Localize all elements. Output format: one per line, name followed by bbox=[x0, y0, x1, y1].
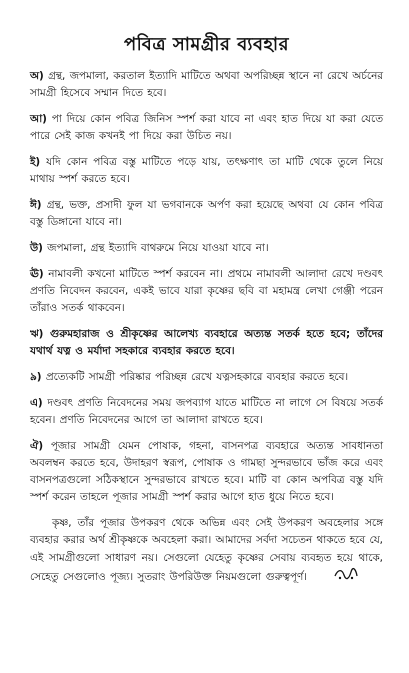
rule-marker: আ) bbox=[30, 113, 47, 125]
rule-marker: এ) bbox=[30, 396, 43, 409]
rule-text: পা দিয়ে কোন পবিত্র জিনিস স্পর্শ করা যাবে না এবং হাত দিয়ে যা করা যেতে পারে সেই কাজ কখনই পা দিয়ে করা উচিত নয়। bbox=[30, 113, 383, 143]
rule-text: জপমালা, গ্রন্থ ইত্যাদি বাথরুমে নিয়ে যাওয়া যাবে না। bbox=[47, 242, 269, 254]
rule-marker: ঋ) bbox=[30, 328, 44, 340]
rule-paragraph bbox=[30, 438, 383, 507]
rule-paragraph bbox=[30, 154, 383, 188]
rule-marker: ৯) bbox=[30, 371, 42, 383]
rule-paragraph bbox=[30, 197, 383, 231]
decorative-flourish-icon bbox=[311, 567, 359, 587]
rule-text: গুরুমহারাজ ও শ্রীকৃষ্ণের আলেখ্য ব্যবহারে অত্যন্ত সতর্ক হতে হবে; তাঁদের যথার্থ যত্ন ও মর্যাদা সহকারে ব্যবহার করতে হবে। bbox=[30, 328, 383, 358]
closing-paragraph bbox=[30, 515, 383, 587]
rule-marker: উ) bbox=[30, 242, 43, 254]
rule-paragraph bbox=[30, 68, 383, 102]
rule-paragraph bbox=[30, 395, 383, 429]
rule-text: যদি কোন পবিত্র বস্তু মাটিতে পড়ে যায়, তৎক্ষণাৎ তা মাটি থেকে তুলে নিয়ে মাথায় স্পর্শ করতে হবে। bbox=[30, 156, 383, 186]
rule-marker: ঈ) bbox=[30, 199, 42, 211]
rule-paragraph bbox=[30, 369, 383, 386]
rule-marker: ঊ) bbox=[30, 267, 44, 280]
rule-marker: অ) bbox=[30, 70, 44, 82]
rule-paragraph bbox=[30, 240, 383, 257]
rules-list bbox=[30, 68, 383, 507]
rule-text: গ্রন্থ, জপমালা, করতাল ইত্যাদি মাটিতে অথবা অপরিচ্ছন্ন স্থানে না রেখে অর্চনের সামগ্রী হিসেবে সম্মান দিতে হবে। bbox=[30, 70, 383, 100]
rule-text: পূজার সামগ্রী যেমন পোষাক, গহনা, বাসনপত্র ব্যবহারে অত্যন্ত সাবধানতা অবলম্বন করতে হবে, উদাহরণ স্বরূপ, পোষাক ও গামছা সুন্দরভাবে ভাঁজ করে এবং বাসনপত্রগুলো সঠিকস্থানে সুন্দরভাবে রাখতে হবে। মাটি বা কোন অপবিত্র বস্তু যদি স্পর্শ করেন তাহলে পূজার সামগ্রী স্পর্শ করার আগে হাত ধুয়ে নিতে হবে। bbox=[30, 439, 383, 504]
rule-text: প্রত্যেকটি সামগ্রী পরিষ্কার পরিচ্ছন্ন রেখে যত্নসহকারে ব্যবহার করতে হবে। bbox=[45, 371, 349, 383]
rule-marker: ঐ) bbox=[30, 439, 44, 452]
rule-text: নামাবলী কখনো মাটিতে স্পর্শ করবেন না। প্রথমে নামাবলী আলাদা রেখে দণ্ডবৎ প্রণতি নিবেদন করবেন, একই ভাবে যারা কৃষ্ণের ছবি বা মহামন্ত্র লেখা গেঞ্জী পরেন তাঁরাও সতর্ক থাকবেন। bbox=[30, 267, 384, 315]
rule-paragraph bbox=[30, 266, 383, 318]
rule-marker: ই) bbox=[30, 156, 41, 168]
rule-paragraph bbox=[30, 326, 383, 360]
rule-text: দণ্ডবৎ প্রণতি নিবেদনের সময় জপব্যাগ যাতে মাটিতে না লাগে সে বিষয়ে সতর্ক হবেন। প্রণতি নিবেদনের আগে তা আলাদা রাখতে হবে। bbox=[30, 396, 383, 426]
closing-text: কৃষ্ণ, তাঁর পূজার উপকরণ থেকে অভিন্ন এবং সেই উপকরণ অবহেলার সঙ্গে ব্যবহার করার অর্থ শ্রীকৃষ্ণকে অবহেলা করা। আমাদের সর্বদা সচেতন থাকতে হবে যে, এই সামগ্রীগুলো সাধারণ নয়। সেগুলো যেহেতু কৃষ্ণের সেবায় ব্যবহৃত হয়ে থাকে, সেহেতু সেগুলোও পূজ্য। সুতরাং উপরিউক্ত নিয়মগুলো গুরুত্বপূর্ণ। bbox=[30, 517, 383, 583]
page-title: পবিত্র সামগ্রীর ব্যবহার bbox=[123, 34, 290, 55]
rule-text: গ্রন্থ, ভক্ত, প্রসাদী ফুল যা ভগবানকে অর্পণ করা হয়েছে অথবা যে কোন পবিত্র বস্তু ডিঙ্গানো যাবে না। bbox=[30, 199, 383, 229]
rule-paragraph bbox=[30, 111, 383, 145]
